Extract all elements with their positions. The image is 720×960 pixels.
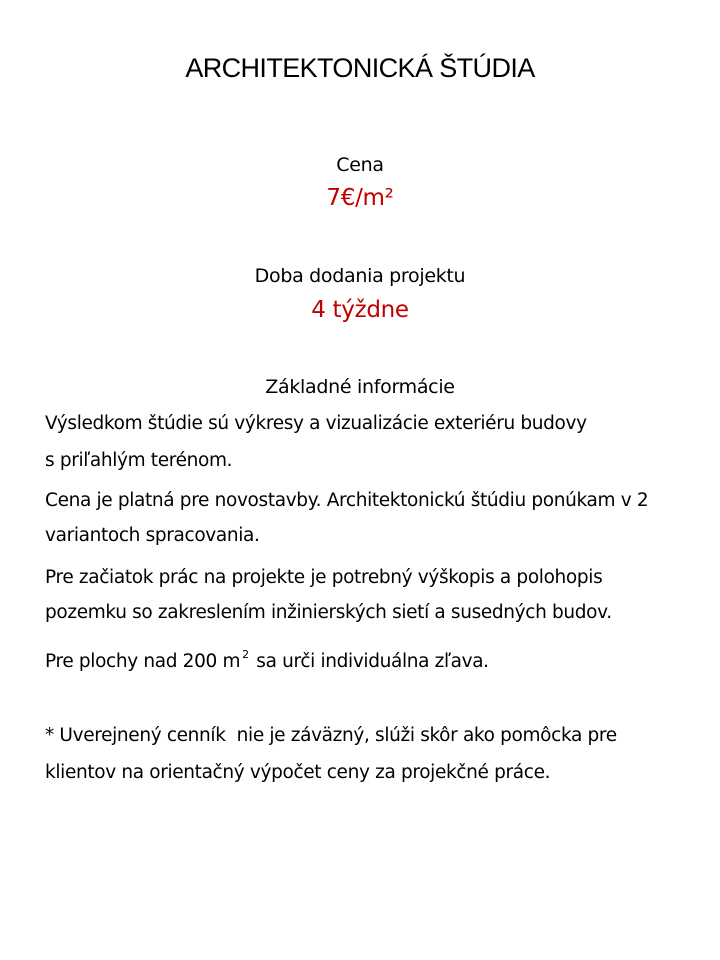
delivery-value: 4 týždne [311,297,409,323]
info-p3-line2: pozemku so zakreslením inžinierských sietí a susedných budov. [45,602,612,623]
info-p3-line1: Pre začiatok prác na projekte je potrebný výškopis a polohopis [45,567,603,588]
info-p1-line2: s priľahlým terénom. [45,450,233,471]
info-p4-after: sa urči individuálna zľava. [250,651,489,673]
page-title: ARCHITEKTONICKÁ ŠTÚDIA [185,53,535,83]
info-p2-line2: variantoch spracovania. [45,525,260,546]
note-line2: klientov na orientačný výpočet ceny za projekčné práce. [45,762,551,783]
info-p2-line1: Cena je platná pre novostavby. Architektonickú štúdiu ponúkam v 2 [45,490,649,511]
info-p4-before: Pre plochy nad 200 m [45,651,241,673]
info-heading: Základné informácie [265,376,455,398]
superscript-2: 2 [242,648,249,661]
note-line1: * Uverejnený cenník nie je záväzný, slúži skôr ako pomôcka pre [45,725,617,746]
price-value: 7€/m² [326,185,394,211]
info-paragraph-4 [45,638,685,680]
info-p1-line1: Výsledkom štúdie sú výkresy a vizualizácie exteriéru budovy [45,413,587,434]
price-label: Cena [336,154,384,176]
delivery-label: Doba dodania projektu [254,265,466,287]
